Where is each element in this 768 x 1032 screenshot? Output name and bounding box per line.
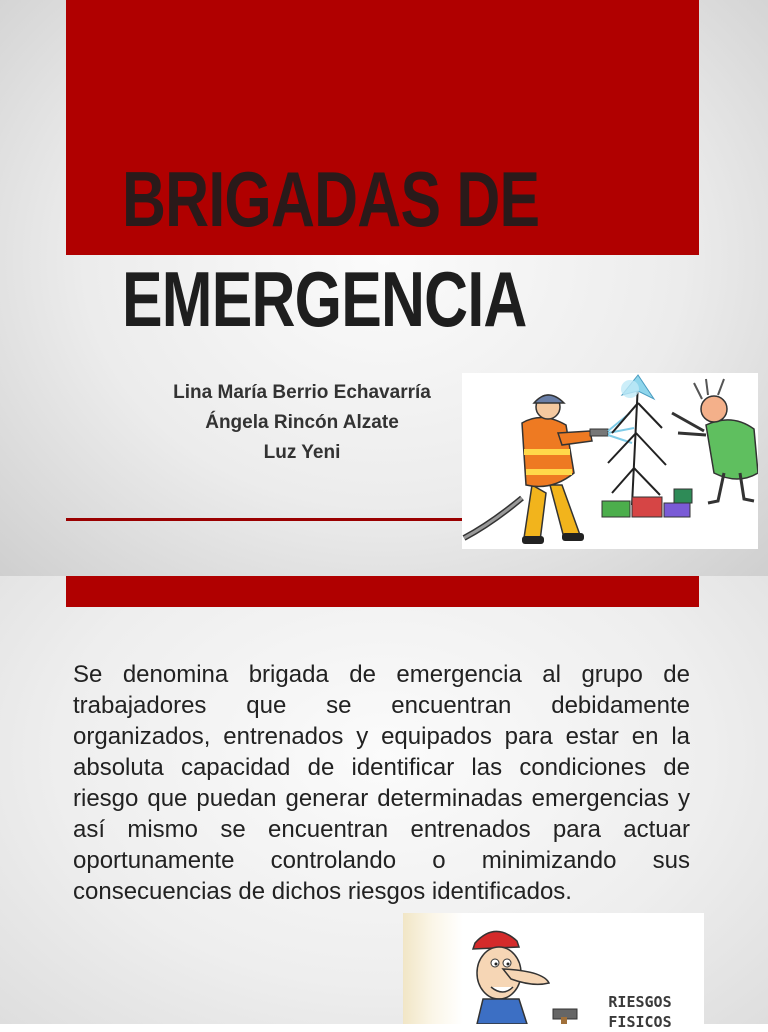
authors-block	[140, 378, 464, 468]
title-line-2: EMERGENCIA	[122, 255, 527, 343]
author-name: Ángela Rincón Alzate	[205, 412, 399, 433]
author-name: Luz Yeni	[263, 442, 341, 463]
firefighter-illustration	[462, 373, 758, 549]
caption-line: RIESGOS	[608, 993, 672, 1011]
riesgos-caption	[590, 992, 690, 1032]
definition-paragraph: Se denomina brigada de emergencia al grupo de trabajadores que se encuentran debidamente organizados, entrenados y equipados para estar en la absoluta capacidad de identificar las condiciones de riesgo que puedan generar determinadas emergencias y así mismo se encuentran entrenados para actuar oportunamente controlando o minimizando sus consecuencias de dichos riesgos identificados.	[73, 661, 690, 905]
author-name: Lina María Berrio Echavarría	[173, 382, 431, 403]
divider-line	[66, 518, 466, 521]
caption-line: FISICOS	[608, 1013, 672, 1031]
red-header-band	[66, 576, 699, 607]
firefighter-scene-icon	[462, 373, 758, 549]
title-line-1: BRIGADAS DE	[122, 155, 540, 243]
definition-slide	[0, 576, 768, 1024]
